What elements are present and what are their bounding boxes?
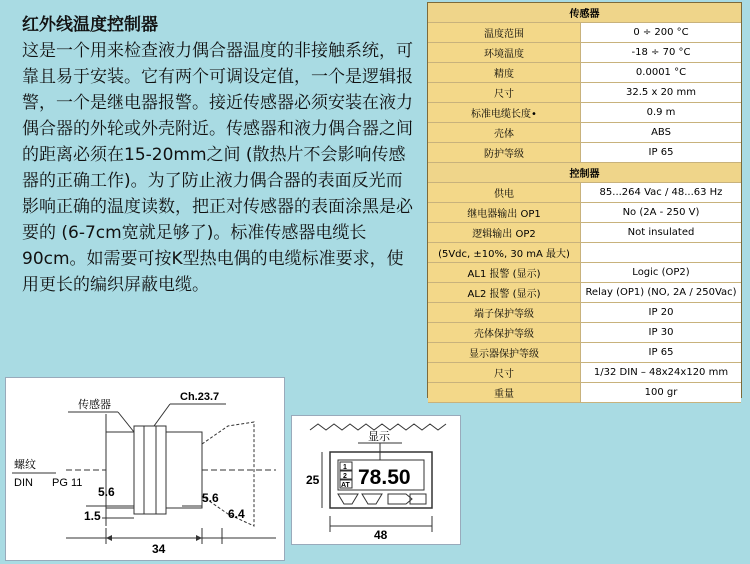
spec-row	[428, 103, 741, 123]
spec-row	[428, 263, 741, 283]
spec-value: 0.9 m	[581, 103, 742, 123]
indicator-2: 2	[343, 473, 347, 480]
dim-c: 34	[152, 542, 166, 556]
spec-row	[428, 383, 741, 403]
indicator-1: 1	[343, 464, 347, 471]
spec-label: 壳体保护等级	[428, 323, 581, 343]
spec-section-header	[428, 163, 741, 183]
spec-value: Not insulated	[581, 223, 742, 243]
spec-row	[428, 183, 741, 203]
spec-row	[428, 143, 741, 163]
thread-label: 螺纹	[14, 459, 36, 471]
indicator-at: AT	[341, 482, 350, 489]
dim-height: 25	[306, 473, 320, 487]
dim-width: 48	[374, 528, 388, 542]
spec-value: IP 20	[581, 303, 742, 323]
spec-row	[428, 23, 741, 43]
spec-row	[428, 283, 741, 303]
spec-value: 0 ÷ 200 °C	[581, 23, 742, 43]
spec-label: 逻辑输出 OP2	[428, 223, 581, 243]
spec-value	[581, 243, 742, 263]
description-paragraph: 这是一个用来检查液力偶合器温度的非接触系统，可靠且易于安装。它有两个可调设定值，一个是逻辑报警，一个是继电器报警。接近传感器必须安装在液力偶合器的外轮或外壳附近。传感器和液力偶合器之间的距离必须在15-20mm之间 (散热片不会影响传感器的正确工作)。为了防止液力偶合器的表面反光而影响正确的温度读数，把正对传感器的表面涂黑是必要的 (6-7cm宽就足够了)。标准传感器电缆长90cm。如需要可按K型热电偶的电缆标准要求，使用更长的编织屏蔽电缆。	[22, 41, 413, 295]
spec-label: 尺寸	[428, 363, 581, 383]
spec-label: 供电	[428, 183, 581, 203]
sensor-label: 传感器	[78, 399, 111, 411]
spec-row	[428, 63, 741, 83]
controller-dimension-drawing	[291, 415, 461, 545]
spec-value: 85...264 Vac / 48...63 Hz	[581, 183, 742, 203]
spec-label: 显示器保护等级	[428, 343, 581, 363]
spec-label: (5Vdc, ±10%, 30 mA 最大)	[428, 243, 581, 263]
spec-row	[428, 323, 741, 343]
spec-label: 尺寸	[428, 83, 581, 103]
spec-section-header	[428, 3, 741, 23]
din-label: DIN	[14, 477, 33, 489]
pg-label: PG 11	[52, 477, 83, 489]
spec-value: No (2A - 250 V)	[581, 203, 742, 223]
spec-row	[428, 203, 741, 223]
spec-value: Relay (OP1) (NO, 2A / 250Vac)	[581, 283, 742, 303]
spec-value: 0.0001 °C	[581, 63, 742, 83]
sensor-dimension-drawing	[5, 377, 285, 561]
spec-value: ABS	[581, 123, 742, 143]
spec-row	[428, 363, 741, 383]
spec-value: 32.5 x 20 mm	[581, 83, 742, 103]
spec-label: 精度	[428, 63, 581, 83]
spec-label: 防护等级	[428, 143, 581, 163]
spec-row	[428, 343, 741, 363]
spec-label: 重量	[428, 383, 581, 403]
section-title: 传感器	[428, 3, 741, 23]
spec-label: 温度范围	[428, 23, 581, 43]
dim-d: 5.6	[202, 491, 219, 505]
spec-value: -18 ÷ 70 °C	[581, 43, 742, 63]
page-title: 红外线温度控制器	[22, 15, 158, 35]
spec-value: Logic (OP2)	[581, 263, 742, 283]
spec-value: IP 65	[581, 143, 742, 163]
spec-row	[428, 303, 741, 323]
spec-label: 标准电缆长度•	[428, 103, 581, 123]
dim-a: 5.6	[98, 485, 115, 499]
spec-value: IP 65	[581, 343, 742, 363]
spec-label: 壳体	[428, 123, 581, 143]
hex-size-label: Ch.23.7	[180, 391, 220, 403]
dim-b: 1.5	[84, 509, 101, 523]
spec-row	[428, 123, 741, 143]
spec-row	[428, 43, 741, 63]
spec-label: 继电器输出 OP1	[428, 203, 581, 223]
spec-row	[428, 243, 741, 263]
spec-row	[428, 223, 741, 243]
section-title: 控制器	[428, 163, 741, 183]
spec-value: 1/32 DIN – 48x24x120 mm	[581, 363, 742, 383]
display-label: 显示	[368, 431, 390, 443]
display-value: 78.50	[358, 466, 411, 489]
spec-table	[427, 2, 742, 398]
spec-label: 环境温度	[428, 43, 581, 63]
spec-value: 100 gr	[581, 383, 742, 403]
spec-label: AL1 报警 (显示)	[428, 263, 581, 283]
spec-value: IP 30	[581, 323, 742, 343]
spec-label: AL2 报警 (显示)	[428, 283, 581, 303]
spec-row	[428, 83, 741, 103]
dim-e: 6.4	[228, 507, 245, 521]
spec-label: 端子保护等级	[428, 303, 581, 323]
